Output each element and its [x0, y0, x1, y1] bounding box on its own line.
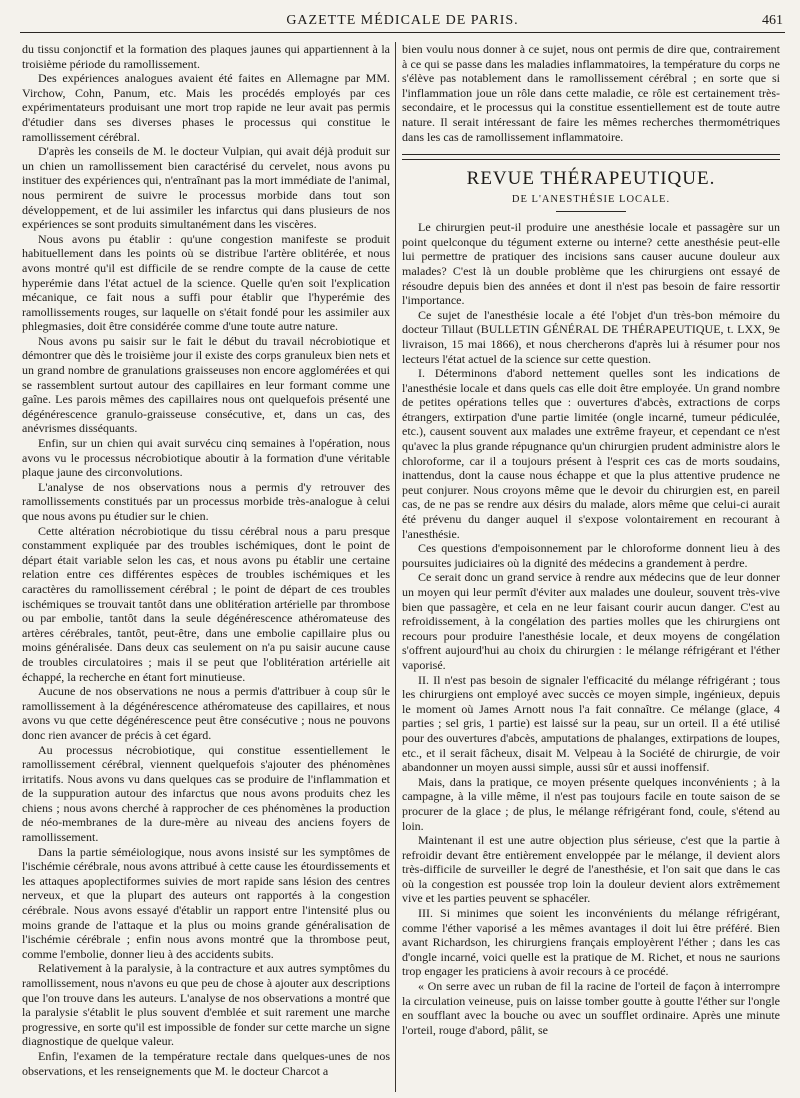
- paragraph: D'après les conseils de M. le docteur Vulpian, qui avait déjà produit sur un chien un ramollissement bien caractérisé du cervelet, nous avons pu instituer des expériences qui, n'entraînant pas la mort immédiate de l'animal, nous permirent de suivre le processus morbide dans tout son développement, et de lui assimiler les infarctus qui dans plusieurs de nos expériences se sont produits simultanément dans les viscères.: [22, 144, 390, 232]
- page-header: [20, 10, 785, 33]
- paragraph: Des expériences analogues avaient été faites en Allemagne par MM. Virchow, Cohn, Panum, etc. Mais les procédés employés par ces expérimentateurs produisant une mort trop rapide ne leur avait pas permis d'étudier dans ses diverses phases le processus qui constitue le ramollissement cérébral.: [22, 71, 390, 144]
- paragraph: I. Déterminons d'abord nettement quelles sont les indications de l'anesthésie locale et dans quels cas elle doit être employée. Un grand nombre de petites opérations telles que : ouvertures d'abcès, extractions de corps étrangers, extirpation d'une partie limitée (ongle incarné, tumeur pédiculée, etc.), causent souvent aux malades une extrême frayeur, et cependant ce n'est qu'avec la plus grande répugnance qu'un chirurgien prudent administre alors le chloroforme, car il a toujours présent à l'esprit ces cas de morts soudains, inattendus, dont la cause nous échappe et que la plus attentive prudence ne peut conjurer. Nous croyons même que le devoir du chirurgien est, en pareil cas, de ne pas se rendre aux désirs du malade, alors même que celui-ci aurait été prévenu du danger auquel il s'expose volontairement en recourant à l'anesthésie.: [402, 366, 780, 541]
- paragraph: Dans la partie séméiologique, nous avons insisté sur les symptômes de l'ischémie cérébrale, nous avons attribué à cette cause les étourdissements et les attaques apoplectiformes suivies de mort rapide sans lésion des centres nerveux, et que la plupart des auteurs ont rapportés à la congestion cérébrale. Nous avons essayé d'établir un rapport entre l'intensité plus ou moins grande de l'attaque et la plus ou moins grande généralisation de l'ischémie cérébrale ; enfin nous avons montré que la thrombose peut, comme l'embolie, donner lieu à des accidents subits.: [22, 844, 390, 961]
- paragraph: Le chirurgien peut-il produire une anesthésie locale et passagère sur un point quelconque du tégument externe ou interne? cette anesthésie peut-elle lui permettre de pratiquer des incisions sans causer aucune douleur aux malades? C'est là un double problème que les chirurgiens ont essayé de résoudre depuis bien des années et dont il n'est pas besoin de faire ressortir l'importance.: [402, 220, 780, 308]
- paragraph: Enfin, l'examen de la température rectale dans quelques-unes de nos observations, et les renseignements que M. le docteur Charcot a: [22, 1048, 390, 1078]
- paragraph: II. Il n'est pas besoin de signaler l'efficacité du mélange réfrigérant ; tous les chirurgiens ont employé avec succès ce moyen simple, ingénieux, depuis le moment où James Arnott nous l'a fait connaître. Ce mélange (glace, 4 parties ; sel gris, 1 partie) est laissé sur la peau, sur un orteil. Il a été utilisé pour des ouvertures d'abcès, amputations de phalanges, extirpations de loupes, etc., et il serait fâcheux, disait M. Velpeau à la Société de chirurgie, de voir abandonner un moyen aussi simple, aussi sûr et aussi inoffensif.: [402, 672, 780, 775]
- paragraph: Cette altération nécrobiotique du tissu cérébral nous a paru presque constamment expliquée par des troubles ischémiques, dont le point de départ était variable selon les cas, et nous avons pu établir une certaine relation entre ces différentes espèces de troubles ischémiques et les caractères du ramollissement cérébral ; le point de départ de ces troubles ischémiques se trouvait tantôt dans une oblitération artérielle par thrombose ou par embolie, tantôt dans la seule dégénérescence athéromateuse des artères cérébrales, tantôt, peut-être, dans une embolie capillaire plus ou moins généralisée. Dans deux cas seulement on n'a pu saisir aucune cause de troubles circulatoires ; mais il se peut que l'oblitération artérielle ait échappé, la recherche en étant fort minutieuse.: [22, 523, 390, 684]
- journal-title: GAZETTE MÉDICALE DE PARIS.: [286, 13, 519, 28]
- paragraph: Ces questions d'empoisonnement par le chloroforme donnent lieu à des poursuites judiciaires où la dignité des médecins a grandement à perdre.: [402, 541, 780, 570]
- paragraph: III. Si minimes que soient les inconvénients du mélange réfrigérant, comme l'éther vaporisé a les mêmes avantages il doit lui être préféré. Bien avant Richardson, les chirurgiens français employèrent l'éther ; dans les cas d'ongle incarné, voici quelle est la pratique de M. Richet, et nous ne saurions trop engager les praticiens à avoir recours à ce procédé.: [402, 906, 780, 979]
- paragraph: Nous avons pu établir : qu'une congestion manifeste se produit habituellement dans les points où se distribue l'artère oblitérée, et nous avons montré qu'il est difficile de se rendre compte de la cause de cette hyperémie dans l'état actuel de la science. Quelle qu'en soit l'explication mécanique, ce fait nous a suffi pour établir que l'hyperémie des ramollissements rouges, sur laquelle on s'était fondé pour les assimiler aux phlegmasies, doit être considérée comme d'une toute autre nature.: [22, 231, 390, 334]
- column-divider: [395, 42, 396, 1092]
- paragraph: Aucune de nos observations ne nous a permis d'attribuer à coup sûr le ramollissement à la dégénérescence athéromateuse des capillaires, et nous avons vu que cette dégénérescence peut être consécutive ; nous ne pouvons donc rien avancer de précis à cet égard.: [22, 684, 390, 742]
- paragraph: Ce sujet de l'anesthésie locale a été l'objet d'un très-bon mémoire du docteur Tillaut (BULLETIN GÉNÉRAL DE THÉRAPEUTIQUE, t. LXX, 9e livraison, 15 mai 1866), et nous chercherons d'après lui à résumer pour nos lecteurs l'état actuel de la science sur cette question.: [402, 307, 780, 366]
- lead-paragraph: bien voulu nous donner à ce sujet, nous ont permis de dire que, contrairement à ce qui se passe dans les maladies inflammatoires, la température du corps ne s'élève pas notablement dans le ramollissement cérébral ; en sorte que si l'inflammation joue un rôle dans cette maladie, ce rôle est certainement très-secondaire, et le processus qui la constitue essentiellement est de toute autre nature. Il serait intéressant de faire les mêmes recherches thermométriques dans les cas de ramollissement inflammatoire.: [402, 42, 780, 144]
- paragraph: Au processus nécrobiotique, qui constitue essentiellement le ramollissement cérébral, viennent quelquefois s'ajouter des phénomènes irritatifs. Nous avons vu dans quelques cas se produire de l'inflammation et de la suppuration autour des infarctus que nous avons produits chez les chiens ; nous avons cherché à rapprocher de ces phénomènes la production de néo-membranes de la dure-mère au niveau des anciens foyers de ramollissement.: [22, 742, 390, 845]
- paragraph: Relativement à la paralysie, à la contracture et aux autres symptômes du ramollissement, nous n'avons eu que peu de chose à ajouter aux descriptions que l'on trouve dans les auteurs. L'analyse de nos observations a montré que la paralysie s'établit le plus souvent d'emblée et suit rarement une marche progressive, en sorte qu'il est impossible de fonder sur cette marche un signe diagnostique de quelque valeur.: [22, 961, 390, 1049]
- paragraph: Ce serait donc un grand service à rendre aux médecins que de leur donner un moyen qui leur permît d'éviter aux malades une douleur, souvent très-vive bien que passagère, et cela en ne leur faisant courir aucun danger. C'est au refroidissement, à la congélation des parties molles que les chirurgiens ont recours pour produire l'anesthésie locale, et deux moyens de congélation s'offrent aujourd'hui au choix du chirurgien : le mélange réfrigérant et l'éther vaporisé.: [402, 570, 780, 672]
- section-divider: [402, 154, 780, 160]
- paragraph: Maintenant il est une autre objection plus sérieuse, c'est que la partie à refroidir devant être entièrement enveloppée par le mélange, il devient alors très-difficile de surveiller le degré de l'anesthésie, et l'on sait que dans le cas où la congestion est poussée trop loin la douleur devient alors extrêmement vive et les parties peuvent se sphacéler.: [402, 833, 780, 906]
- paragraph: « On serre avec un ruban de fil la racine de l'orteil de façon à interrompre la circulation veineuse, puis on laisse tomber goutte à goutte l'éther sur l'ongle en soufflant avec la bouche ou avec un soufflet ordinaire. Après une minute l'orteil, rouge d'abord, pâlit, se: [402, 979, 780, 1037]
- paragraph: du tissu conjonctif et la formation des plaques jaunes qui appartiennent à la troisième période du ramollissement.: [22, 42, 390, 71]
- paragraph: Nous avons pu saisir sur le fait le début du travail nécrobiotique et démontrer que dès le troisième jour il existe des corps granuleux bien nets et un grand nombre de granulations graisseuses non encore agglomérées et qui se rassemblent surtout autour des capillaires en leur formant comme une gaîne. Les parois mêmes des capillaires nous ont quelquefois présenté une dégénérescence granulo-graisseuse consécutive, et, dans un cas, des anévrismes disséquants.: [22, 333, 390, 436]
- page-number: 461: [762, 13, 783, 28]
- subtitle-rule: [556, 211, 626, 212]
- paragraph: Mais, dans la pratique, ce moyen présente quelques inconvénients ; à la campagne, à la ville même, il n'est pas toujours facile en toute saison de se procurer de la glace ; de plus, le mélange réfrigérant fond, coule, s'étend au loin.: [402, 774, 780, 833]
- paragraph: L'analyse de nos observations nous a permis d'y retrouver des ramollissements constitués par un processus morbide très-analogue à celui que nous avons pu étudier sur le chien.: [22, 479, 390, 523]
- left-column: [22, 42, 390, 1090]
- right-column: [402, 42, 780, 1090]
- section-subtitle: DE L'ANESTHÉSIE LOCALE.: [511, 194, 671, 206]
- section-title: REVUE THÉRAPEUTIQUE.: [466, 168, 716, 190]
- paragraph: Enfin, sur un chien qui avait survécu cinq semaines à l'opération, nous avons vu le processus nécrobiotique aboutir à la formation d'une véritable plaque jaune des circonvolutions.: [22, 436, 390, 480]
